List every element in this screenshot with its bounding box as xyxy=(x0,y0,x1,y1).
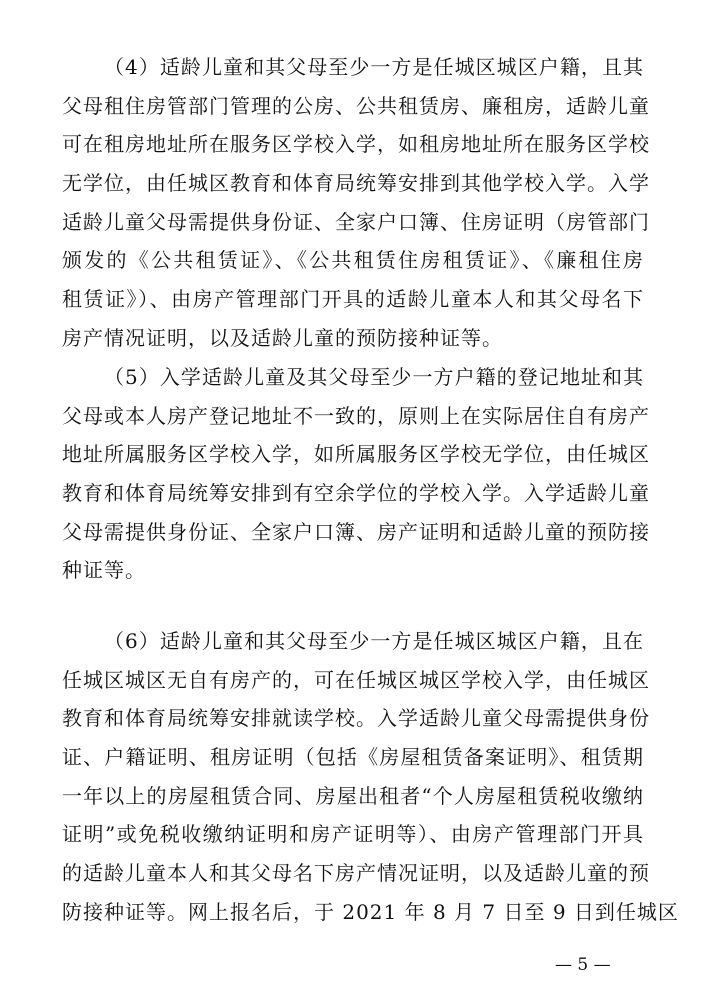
paragraph-line: 可在租房地址所在服务区学校入学，如租房地址所在服务区学校 xyxy=(62,132,650,157)
paragraph-line: 一年以上的房屋租赁合同、房屋出租者“个人房屋租赁税收缴纳 xyxy=(62,783,644,808)
paragraph-line: （5）入学适龄儿童及其父母至少一方户籍的登记地址和其 xyxy=(104,365,644,389)
paragraph-line: 种证等。 xyxy=(62,558,146,583)
paragraph-line: 的适龄儿童本人和其父母名下房产情况证明，以及适龄儿童的预 xyxy=(62,861,650,886)
paragraph-line: 房产情况证明，以及适龄儿童的预防接种证等。 xyxy=(62,325,503,350)
paragraph-line: 地址所属服务区学校入学，如所属服务区学校无学位，由任城区 xyxy=(62,442,650,467)
paragraph-line: 证明”或免税收缴纳证明和房产证明等）、由房产管理部门开具 xyxy=(62,822,644,847)
paragraph-line: 父母需提供身份证、全家户口簿、房产证明和适龄儿童的预防接 xyxy=(62,519,650,544)
paragraph-line: 颁发的《公共租赁证》、《公共租赁住房租赁证》、《廉租住房 xyxy=(62,248,644,273)
paragraph-line: 租赁证》）、由房产管理部门开具的适龄儿童本人和其父母名下 xyxy=(62,287,644,312)
paragraph-line: （4）适龄儿童和其父母至少一方是任城区城区户籍，且其 xyxy=(104,55,644,79)
page-number: — 5 — xyxy=(555,955,611,975)
paragraph-5 xyxy=(62,358,650,590)
paragraph-line: 父母租住房管部门管理的公房、公共租赁房、廉租房，适龄儿童 xyxy=(62,93,650,118)
paragraph-line: 任城区城区无自有房产的，可在任城区城区学校入学，由任城区 xyxy=(62,667,650,692)
paragraph-line: 防接种证等。网上报名后，于 2021 年 8 月 7 日至 9 日到任城区 xyxy=(62,899,679,924)
paragraph-4 xyxy=(62,48,650,358)
paragraph-line: 证、户籍证明、租房证明（包括《房屋租赁备案证明》、租赁期 xyxy=(62,745,644,770)
paragraph-line: 无学位，由任城区教育和体育局统筹安排到其他学校入学。入学 xyxy=(62,171,650,196)
paragraph-line: （6）适龄儿童和其父母至少一方是任城区城区户籍，且在 xyxy=(104,629,644,653)
paragraph-6 xyxy=(62,622,679,932)
paragraph-line: 教育和体育局统筹安排就读学校。入学适龄儿童父母需提供身份 xyxy=(62,706,650,731)
paragraph-line: 父母或本人房产登记地址不一致的，原则上在实际居住自有房产 xyxy=(62,403,650,428)
paragraph-line: 适龄儿童父母需提供身份证、全家户口簿、住房证明（房管部门 xyxy=(62,209,650,234)
paragraph-line: 教育和体育局统筹安排到有空余学位的学校入学。入学适龄儿童 xyxy=(62,481,650,506)
